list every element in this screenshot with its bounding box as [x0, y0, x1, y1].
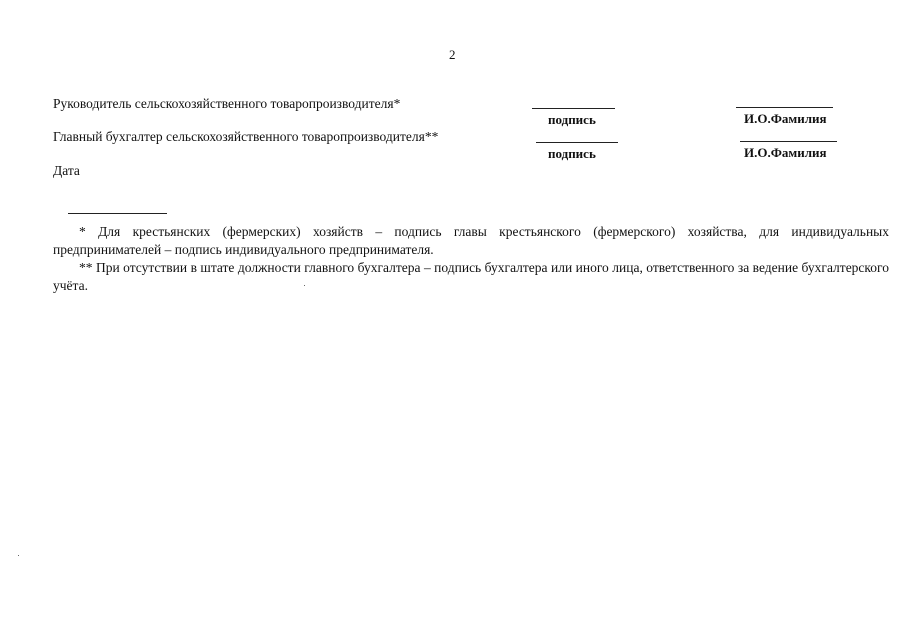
- footnotes: [53, 223, 889, 295]
- head-name-caption: И.О.Фамилия: [744, 111, 827, 126]
- scan-speck: [18, 555, 19, 556]
- head-signature-label: Руководитель сельскохозяйственного товаропроизводителя*: [53, 96, 401, 111]
- footnote-head: * Для крестьянских (фермерских) хозяйств – подпись главы крестьянского (фермерского) хозяйства, для индивидуальных предпринимателей – подпись индивидуального предпринимателя.: [53, 224, 889, 257]
- accountant-signature-line: [536, 142, 618, 143]
- accountant-signature-label: Главный бухгалтер сельскохозяйственного товаропроизводителя**: [53, 129, 439, 144]
- footnote-separator: [68, 213, 167, 214]
- head-name-line: [736, 107, 833, 108]
- scan-speck: [304, 285, 305, 286]
- head-signature-caption: подпись: [548, 112, 596, 127]
- accountant-name-caption: И.О.Фамилия: [744, 145, 827, 160]
- accountant-signature-caption: подпись: [548, 146, 596, 161]
- accountant-name-line: [740, 141, 837, 142]
- head-signature-line: [532, 108, 615, 109]
- date-label: Дата: [53, 163, 80, 178]
- footnote-accountant: ** При отсутствии в штате должности главного бухгалтера – подпись бухгалтера или иного лица, ответственного за ведение бухгалтерского учёта.: [53, 260, 889, 293]
- page-number: 2: [449, 47, 456, 62]
